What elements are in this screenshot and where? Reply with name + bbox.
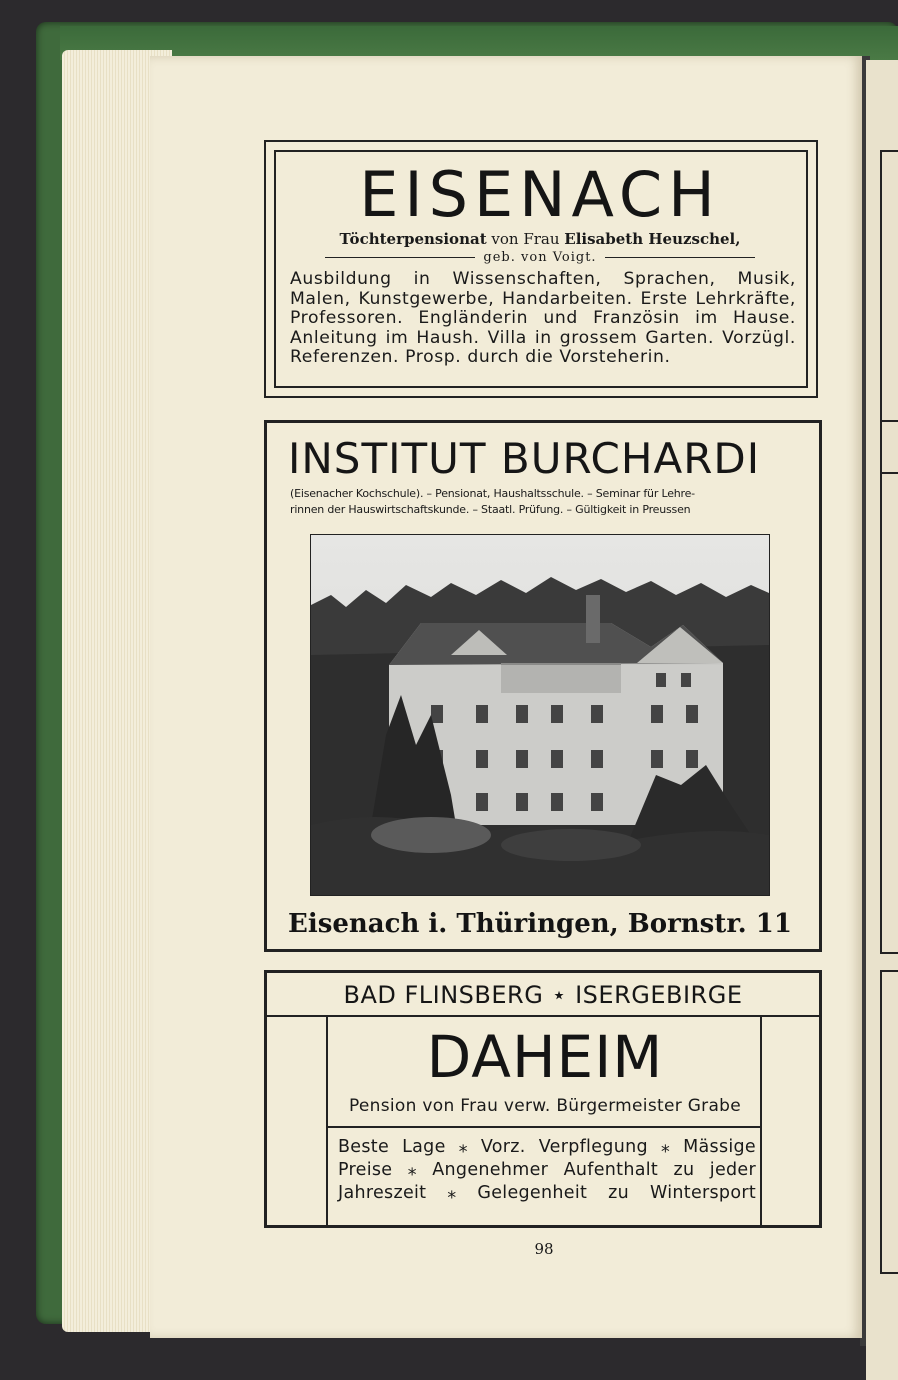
- ad-daheim-body-line1: Beste Lage ⁎ Vorz. Verpflegung ⁎ Mässige: [338, 1137, 756, 1157]
- ad-burchardi-address: Eisenach i. Thüringen, Bornstr. 11: [288, 909, 792, 939]
- ad-daheim-body: [338, 1136, 756, 1205]
- ad-eisenach-subtitle: [280, 230, 800, 248]
- ad-daheim-header: BAD FLINSBERG ⋆ ISERGEBIRGE: [267, 973, 819, 1017]
- rule-left: [325, 257, 475, 258]
- rule-right: [605, 257, 755, 258]
- ad-burchardi-desc-line1: (Eisenacher Kochschule). – Pensionat, Haushaltsschule. – Seminar für Lehre-: [290, 487, 695, 500]
- ad-eisenach-title: EISENACH: [359, 158, 721, 231]
- ad-daheim-right-rule: [760, 1017, 762, 1225]
- ad-eisenach-subtitle-mid: von Frau: [486, 230, 565, 248]
- ad-burchardi-desc-line2: rinnen der Hauswirtschaftskunde. – Staatl. Prüfung. – Gültigkeit in Preussen: [290, 503, 691, 516]
- ad-eisenach-body: Ausbildung in Wissenschaften, Sprachen, Musik, Malen, Kunstgewerbe, Handarbeiten. Erste Lehrkräfte, Professoren. Engländerin und Französin im Hause. Anleitung im Haush. Villa in grossem Garten. Vorzügl. Referenzen. Prosp. durch die Vorsteherin.: [290, 269, 796, 367]
- ad-eisenach-subtitle-bold2: Elisabeth Heuzschel,: [564, 230, 741, 248]
- ad-burchardi-description: [290, 486, 800, 518]
- next-page-frame-3: [880, 970, 898, 1274]
- next-page-edge: [866, 60, 898, 1380]
- book-cover-top-edge: [60, 26, 898, 60]
- ad-eisenach-maiden-text: geb. von Voigt.: [483, 250, 597, 265]
- building-illustration: [311, 535, 769, 895]
- institute-building-photo: [310, 534, 770, 896]
- page-number: 98: [534, 1240, 554, 1258]
- ad-daheim-left-rule: [326, 1017, 328, 1225]
- next-page-frame-2: [880, 420, 898, 954]
- ad-daheim-divider: [328, 1126, 762, 1128]
- ad-eisenach-subtitle-bold1: Töchterpensionat: [339, 230, 487, 248]
- ad-daheim-body-line3: Jahreszeit ⁎ Gelegenheit zu Wintersport: [338, 1183, 756, 1203]
- ad-burchardi-title: INSTITUT BURCHARDI: [288, 434, 761, 483]
- ad-daheim-pension: Pension von Frau verw. Bürgermeister Grabe: [348, 1096, 742, 1116]
- ad-daheim-name: DAHEIM: [426, 1023, 664, 1091]
- ad-daheim-body-line2: Preise ⁎ Angenehmer Aufenthalt zu jeder: [338, 1160, 756, 1180]
- ad-eisenach-maiden-name: [280, 250, 800, 265]
